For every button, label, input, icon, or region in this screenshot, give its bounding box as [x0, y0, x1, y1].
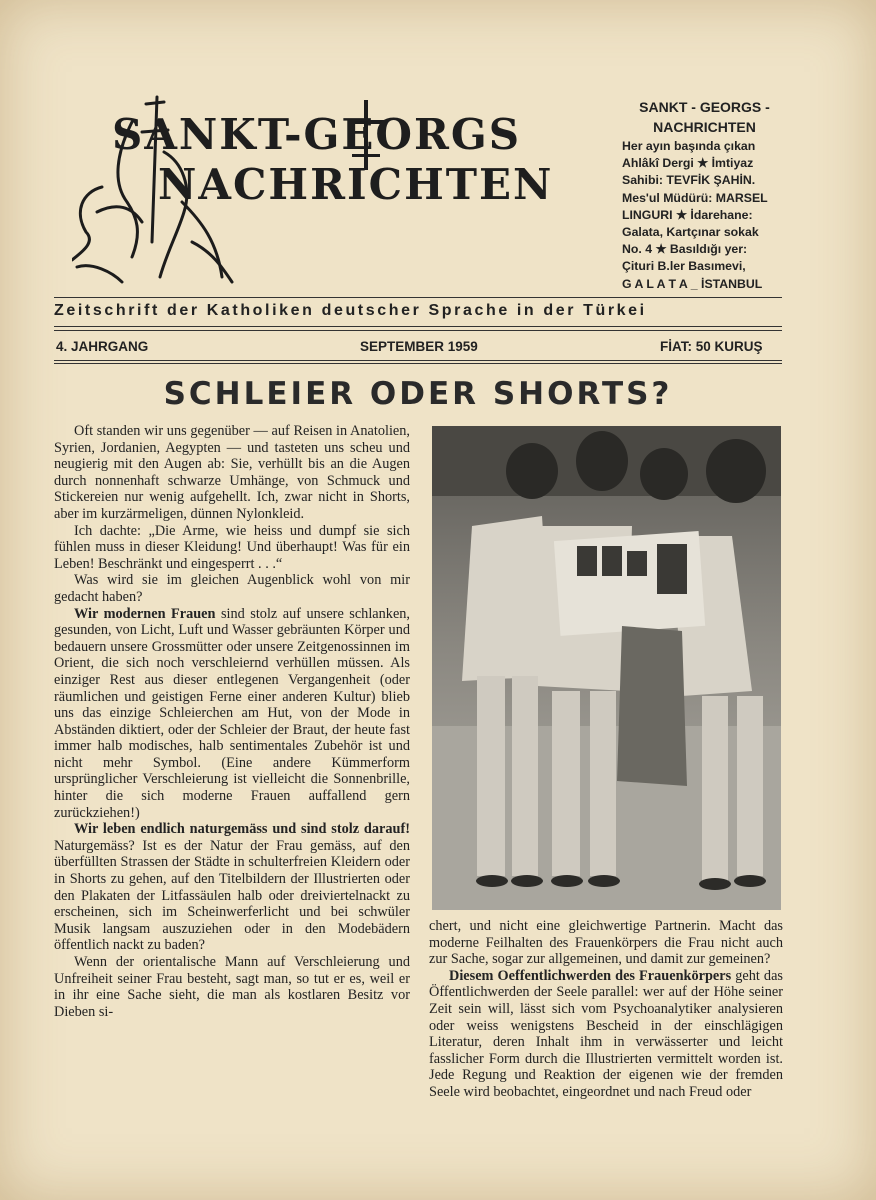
imprint-line: LINGURI ★ İdarehane:	[622, 207, 753, 222]
issue-date: SEPTEMBER 1959	[360, 339, 478, 354]
lead-phrase: Wir leben endlich naturgemäss und sind stolz darauf!	[74, 821, 410, 838]
paragraph: Ich dachte: „Die Arme, wie heiss und dumpf sie sich fühlen muss in dieser Kleidung! Und überhaupt! Was für ein Leben! Beschränkt und eingesperrt . . .“	[54, 522, 410, 572]
masthead-title: SANKT-GEORGS	[112, 110, 522, 159]
paragraph-text: Naturgemäss? Ist es der Natur der Frau gemäss, auf den überfüllten Strassen der Städte in schulterfreien Kleidern oder in Shorts zu gehen, auf den Titelbildern der Illustrierten oder den Plakaten der Litfassäulen halb oder dreiviertelnackt zu erscheinen, sich im Scheinwerferlicht und bei schwüler Musik langsam auszuziehen oder in den Modebädern öffentlich nackt zu baden?	[54, 837, 410, 954]
imprint-box	[622, 98, 787, 293]
paragraph: Was wird sie im gleichen Augenblick wohl von mir gedacht haben?	[54, 572, 410, 605]
divider	[54, 297, 782, 298]
divider	[54, 330, 782, 331]
lead-phrase: Diesem Oeffentlichwerden des Frauenkörpers	[449, 967, 732, 984]
imprint-line: Her ayın başında çıkan	[622, 139, 756, 153]
imprint-line: No. 4 ★ Basıldığı yer:	[622, 242, 748, 257]
lead-phrase: Wir modernen Frauen	[74, 605, 216, 622]
imprint-line: Ahlâkî Dergi ★ İmtiyaz	[622, 156, 754, 171]
article-photo	[432, 426, 781, 910]
article-headline: SCHLEIER ODER SHORTS?	[163, 376, 673, 412]
paragraph: Wenn der orientalische Mann auf Verschleierung und Unfreiheit seiner Frau besteht, sagt man, so tut er es, weil er in ihr eine Sache sieht, die man als kostlaren Besitz vor Dieben si-	[54, 954, 410, 1020]
masthead-subtitle: NACHRICHTEN	[158, 160, 554, 209]
divider	[54, 363, 782, 364]
price-label: FİAT: 50 KURUŞ	[660, 339, 763, 354]
divider	[54, 360, 782, 361]
imprint-line: G A L A T A _ İSTANBUL	[622, 276, 763, 291]
article-column-2	[429, 918, 783, 1101]
paragraph	[429, 968, 783, 1101]
paragraph: Oft standen wir uns gegenüber — auf Reisen in Anatolien, Syrien, Jordanien, Aegypten — und tasteten uns scheu und neugierig mit den Augen ab: Sie, verhüllt bis an die Augen durch nonnenhaft schwarze Umhänge, von Schmuck und Stickereien nur wenig aufgehellt. Ich, zwar nicht in Shorts, aber im kurzärmeligen, dünnen Nylonkleid.	[54, 423, 410, 522]
article-column-1	[54, 423, 410, 1020]
paragraph	[54, 606, 410, 822]
imprint-line: Çituri B.ler Basımevi,	[622, 259, 746, 274]
publication-subtitle: Zeitschrift der Katholiken deutscher Sprache in der Türkei	[54, 302, 647, 319]
imprint-heading-2: NACHRICHTEN	[653, 119, 756, 135]
paragraph-text: geht das Öffentlichwerden der Seele parallel: wer auf der Höhe seiner Zeit sein will, lässt sich vom Psychoanalytiker analysieren oder weiss wenigstens Bescheid in der einschlägigen Literatur, deren Inhalt ihm in verwässerter und leicht fasslicher Form durch die Illustrierten vermittelt worden ist. Jede Regung und Reaktion der eigenen wie der fremden Seele wird beobachtet, eingeordnet und nach Freud oder	[429, 967, 783, 1100]
volume-label: 4. JAHRGANG	[56, 339, 149, 354]
imprint-line: Sahibi: TEVFİK ŞAHİN.	[622, 173, 756, 188]
paragraph-text: sind stolz auf unsere schlanken, gesunden, von Licht, Luft und Wasser gebräunten Körper und bedauern unsere Grossmütter oder unsere Zeitgenossinnen im Orient, die sich noch verschleiernd verhüllen müssen. Als einziger Rest aus dieser entlegenen Vergangenheit (oder räumlichen und geistigen Ferne einer anderen Kultur) blieb uns das einzige Schleierchen am Hut, von der Mode in Abständen diktiert, oder der Schleier der Braut, der heute fast immer halb modisches, halb sentimentales Zubehör ist und nicht mehr Symbol. (Eine andere Kümmerform ursprünglicher Verschleierung ist vielleicht die Sonnenbrille, hinter die sich moderne Frauen auffallend gern zurückziehen!)	[54, 605, 411, 821]
imprint-line: Galata, Kartçınar sokak	[622, 225, 759, 240]
divider	[54, 326, 782, 327]
paragraph: chert, und nicht eine gleichwertige Partnerin. Macht das moderne Feilhalten des Frauenkörpers die Frau nicht auch zur Sache, sogar zur allgemeinen, und damit zur gemeinen?	[429, 918, 783, 968]
imprint-heading-1: SANKT - GEORGS -	[639, 99, 770, 115]
paragraph	[54, 821, 410, 954]
imprint-line: Mes'ul Müdürü: MARSEL	[622, 190, 768, 205]
